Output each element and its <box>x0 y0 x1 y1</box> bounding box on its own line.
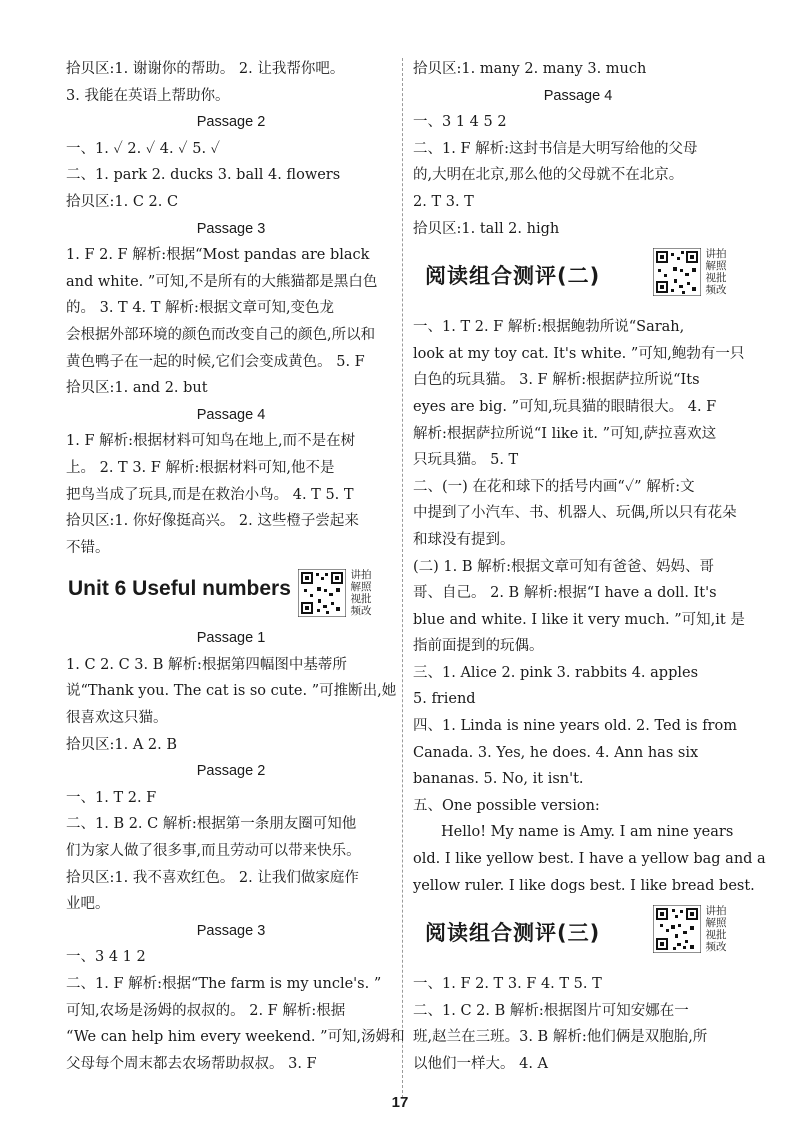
answer-line: 只玩具猫。 5. T <box>413 452 519 469</box>
unit-title: Unit 6 Useful numbers <box>68 577 291 601</box>
answer-line: yellow ruler. I like dogs best. I like bread best. <box>413 877 755 894</box>
answer-line: 白色的玩具猫。 3. F 解析:根据萨拉所说“Its <box>413 372 700 389</box>
answer-line: 把鸟当成了玩具,而是在救治小鸟。 4. T 5. T <box>66 486 354 503</box>
answer-line: 二、1. park 2. ducks 3. ball 4. flowers <box>66 167 341 184</box>
answer-line: 们为家人做了很多事,而且劳动可以带来快乐。 <box>66 843 361 860</box>
answer-line: 拾贝区:1. tall 2. high <box>413 220 560 237</box>
passage-heading: Passage 2 <box>196 114 266 131</box>
answer-line: 不错。 <box>66 539 110 556</box>
answer-line: 拾贝区:1. A 2. B <box>66 736 178 753</box>
answer-line: “We can help him every weekend. ”可知,汤姆和 <box>66 1029 405 1046</box>
passage-heading: Passage 4 <box>543 87 613 104</box>
answer-line: 一、1. T 2. F <box>66 789 157 806</box>
answer-line: (二) 1. B 解析:根据文章可知有爸爸、妈妈、哥 <box>413 558 715 575</box>
answer-line: 四、1. Linda is nine years old. 2. Ted is from <box>413 718 737 735</box>
passage-heading: Passage 4 <box>196 406 266 423</box>
answer-line: 拾贝区:1. 我不喜欢红色。 2. 让我们做家庭作 <box>66 869 359 886</box>
answer-line: 五、One possible version: <box>413 797 600 814</box>
qr-code-icon <box>298 569 346 617</box>
answer-line: 一、3 1 4 5 2 <box>413 114 507 131</box>
answer-line: blue and white. I like it very much. ”可知,it 是 <box>413 611 745 628</box>
answer-line: 拾贝区:1. C 2. C <box>66 193 179 210</box>
answer-line: 一、1. T 2. F 解析:根据鲍勃所说“Sarah, <box>413 319 685 336</box>
qr-badge[interactable] <box>653 905 728 953</box>
answer-line: 哥、自己。 2. B 解析:根据“I have a doll. It's <box>413 585 717 602</box>
qr-label: 讲拍解照视批频改 <box>705 905 727 954</box>
answer-line: 说“Thank you. The cat is so cute. ”可推断出,她 <box>66 683 397 700</box>
answer-line: 一、3 4 1 2 <box>66 949 146 966</box>
answer-line: 二、1. F 解析:根据“The farm is my uncle's. ” <box>66 976 382 992</box>
answer-line: 2. T 3. T <box>413 193 474 210</box>
test-title: 阅读组合测评(三) <box>425 921 601 946</box>
passage-heading: Passage 3 <box>196 220 266 237</box>
answer-line: 会根据外部环境的颜色而改变自己的颜色,所以和 <box>66 326 376 343</box>
answer-line: 指前面提到的玩偶。 <box>413 638 544 655</box>
passage-heading: Passage 2 <box>196 763 266 780</box>
qr-code-icon <box>653 905 701 953</box>
qr-label: 讲拍解照视批频改 <box>705 248 727 297</box>
answer-line: 的。 3. T 4. T 解析:根据文章可知,变色龙 <box>66 300 335 317</box>
answer-line: 1. F 解析:根据材料可知鸟在地上,而不是在树 <box>66 433 356 450</box>
qr-badge[interactable] <box>298 569 373 617</box>
answer-line: Canada. 3. Yes, he does. 4. Ann has six <box>413 744 699 761</box>
answer-line: 可知,农场是汤姆的叔叔的。 2. F 解析:根据 <box>66 1002 346 1019</box>
right-column <box>413 56 766 1078</box>
passage-heading: Passage 3 <box>196 922 266 939</box>
answer-line: 业吧。 <box>66 896 110 913</box>
answer-line: look at my toy cat. It's white. ”可知,鲍勃有一只 <box>413 345 745 362</box>
answer-line: 二、(一) 在花和球下的括号内画“✓” 解析:文 <box>413 478 695 495</box>
answer-line: 5. friend <box>413 691 476 708</box>
answer-line: 拾贝区:1. many 2. many 3. much <box>413 61 647 77</box>
answer-line: 上。 2. T 3. F 解析:根据材料可知,他不是 <box>66 459 335 476</box>
answer-line: 拾贝区:1. 谢谢你的帮助。 2. 让我帮你吧。 <box>66 61 345 77</box>
passage-heading: Passage 1 <box>196 630 266 647</box>
qr-label: 讲拍解照视批频改 <box>350 569 372 618</box>
answer-line: 二、1. C 2. B 解析:根据图片可知安娜在一 <box>413 1002 689 1019</box>
answer-line: old. I like yellow best. I have a yellow bag and a <box>413 851 766 868</box>
unit-header <box>66 569 396 621</box>
column-divider <box>402 58 403 1098</box>
answer-line: 中提到了小汽车、书、机器人、玩偶,所以只有花朵 <box>413 505 737 522</box>
answer-line: 解析:根据萨拉所说“I like it. ”可知,萨拉喜欢这 <box>413 425 717 442</box>
test-title: 阅读组合测评(二) <box>425 264 601 289</box>
answer-line: eyes are big. ”可知,玩具猫的眼睛很大。 4. F <box>413 398 717 415</box>
answer-line: and white. ”可知,不是所有的大熊猫都是黑白色 <box>66 273 378 290</box>
answer-line: 1. F 2. F 解析:根据“Most pandas are black <box>66 247 370 264</box>
answer-line: 一、1. ✓ 2. ✓ 4. ✓ 5. ✓ <box>66 140 221 157</box>
test-header <box>413 905 743 965</box>
answer-line: Hello! My name is Amy. I am nine years <box>441 824 734 841</box>
answer-line: 一、1. F 2. T 3. F 4. T 5. T <box>413 976 602 993</box>
qr-badge[interactable] <box>653 248 728 296</box>
answer-line: 和球没有提到。 <box>413 531 515 548</box>
page-number: 17 <box>391 1094 409 1111</box>
answer-line: 二、1. F 解析:这封书信是大明写给他的父母 <box>413 140 698 157</box>
test-header <box>413 248 743 308</box>
answer-line: 班,赵兰在三班。3. B 解析:他们俩是双胞胎,所 <box>413 1029 708 1046</box>
qr-code-icon <box>653 248 701 296</box>
answer-line: 父母每个周末都去农场帮助叔叔。 3. F <box>66 1055 317 1072</box>
answer-line: 拾贝区:1. and 2. but <box>66 380 208 397</box>
answer-line: 以他们一样大。 4. A <box>413 1056 549 1072</box>
left-column <box>66 56 405 1077</box>
answer-line: 拾贝区:1. 你好像挺高兴。 2. 这些橙子尝起来 <box>66 513 359 530</box>
answer-line: 黄色鸭子在一起的时候,它们会变成黄色。 5. F <box>66 353 365 370</box>
answer-line: 的,大明在北京,那么他的父母就不在北京。 <box>413 167 684 184</box>
answer-line: 很喜欢这只猫。 <box>66 710 168 727</box>
answer-line: 1. C 2. C 3. B 解析:根据第四幅图中基蒂所 <box>66 656 347 673</box>
answer-line: 二、1. B 2. C 解析:根据第一条朋友圈可知他 <box>66 816 357 833</box>
answer-line: 3. 我能在英语上帮助你。 <box>66 87 230 104</box>
answer-line: bananas. 5. No, it isn't. <box>413 771 584 788</box>
answer-line: 三、1. Alice 2. pink 3. rabbits 4. apples <box>413 664 699 681</box>
